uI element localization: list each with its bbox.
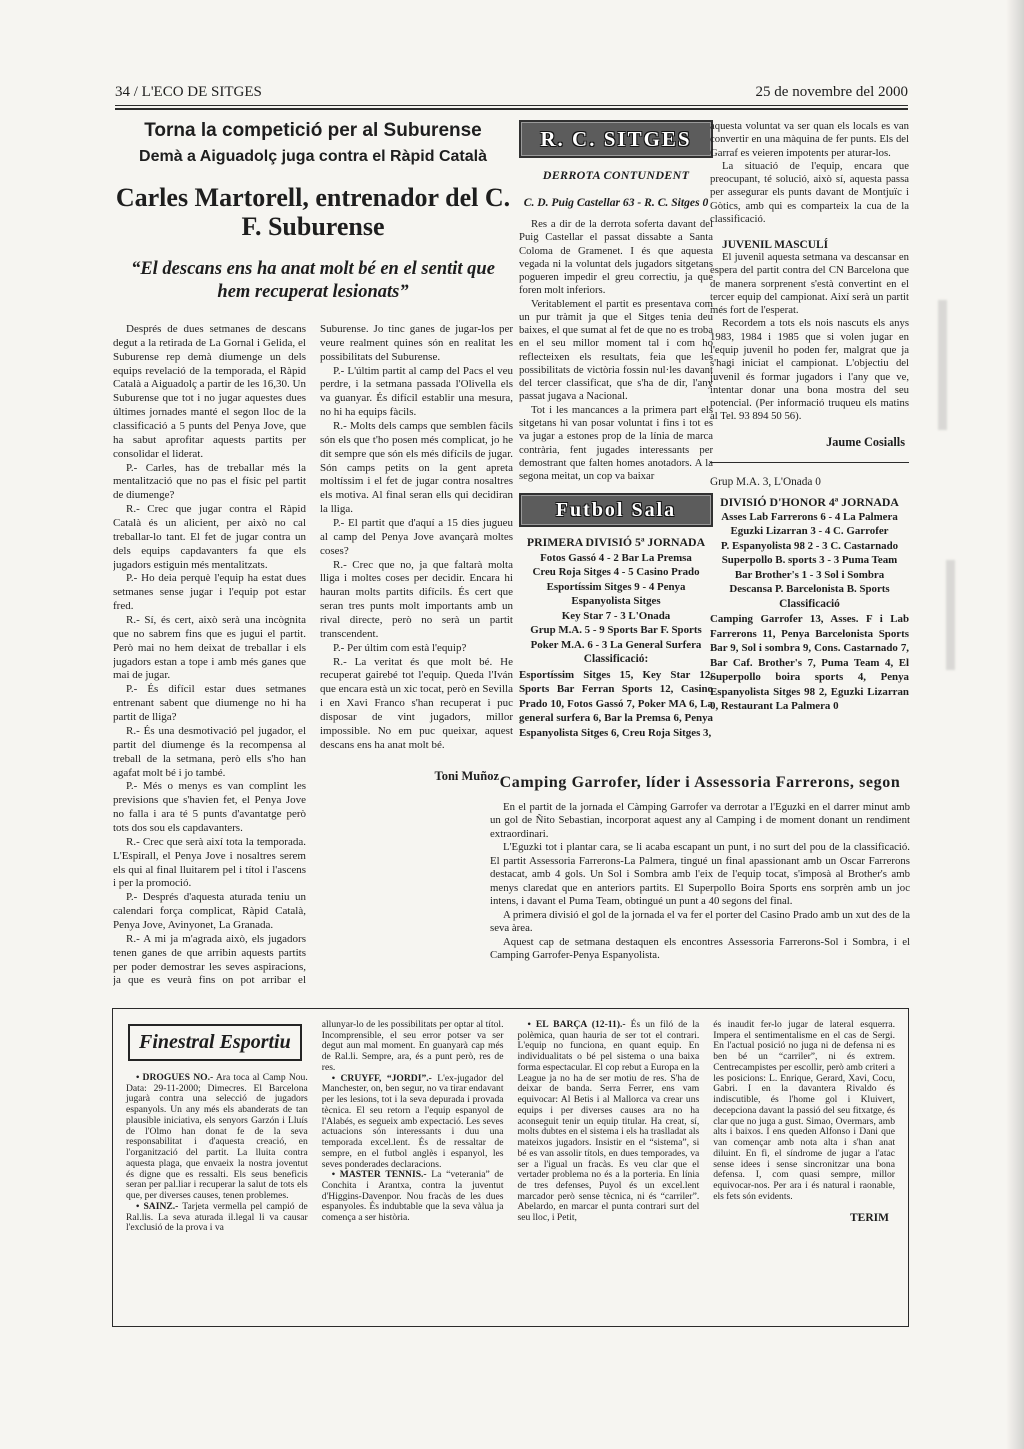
article-title: Carles Martorell, entrenador del C. F. Suburense xyxy=(115,183,511,242)
byline-toni-munoz: Toni Muñoz xyxy=(434,768,499,783)
column-middle xyxy=(519,120,713,740)
masthead-date: 25 de novembre del 2000 xyxy=(755,84,908,100)
item-lead: • EL BARÇA (12-11).- xyxy=(527,1019,626,1030)
item-lead: • SAINZ.- xyxy=(136,1200,179,1212)
article-suburense xyxy=(113,120,513,1001)
paragraph: R.- Crec que no, ja que faltarà molta lliga i moltes coses per decidir. Encara hi hauran molts partits difícils. És cert que seran tres punts molt importants amb un rival directe, però no serà un partit transcendent. xyxy=(320,558,513,640)
article-body xyxy=(519,218,713,483)
division-heading: DIVISIÓ D'HONOR 4ª JORNADA xyxy=(720,494,899,509)
paragraph: P.- Més o menys es van complint les previsions que s'havien fet, el Penya Jove no falla i ara té 5 punts d'avantatge però tots dos sou els capdavanters. xyxy=(113,780,306,834)
item-text: Ara toca al Camp Nou. Data: 29-11-2000; Dimecres. El Barcelona jugarà contra una selecció de jugadors espanyols. Un any més els abanderats de tan plausible iniciativa, els senyors Garzón i Lluís de l'Olmo han donat fe de la seva responsabilitat i d'aquesta creació, en l'organització del partit. La lluita contra aquesta plaga, que envaeix la nostra joventut és digne que es ressalti. Els seus beneficis seran per pal.liar i recuperar la salut de tots els que, per diverses causes, tenen problemes. xyxy=(126,1072,308,1202)
article-subtitle: DERROTA CONTUNDENT xyxy=(542,168,690,182)
paragraph: R.- Crec que jugar contra el Ràpid Català és un alicient, per això no cal treballar-lo tant. El fet de jugar contra un dels equips capdavanters fa que els jugadors estiguin més mentalitzats. xyxy=(113,503,306,571)
paragraph: aquesta voluntat va ser quan els locals es van convertir en una màquina de fer punts. Els del Garraf es veieren impotents per aturar-los. xyxy=(710,120,909,159)
paragraph: R.- La veritat és que molt bé. He recuperat gairebé tot l'equip. Queda l'Iván que encara està un xic tocat, però en Sevilla i en Xavi Franco s'han recuperat i puc disposar de vint jugadors, millor impossible. No em puc queixar, aquest descans ens ha anat molt bé. xyxy=(320,655,513,751)
paragraph xyxy=(126,1073,308,1202)
article-body-continued xyxy=(710,120,909,450)
masthead-rule xyxy=(115,105,908,110)
paragraph: P.- Per últim com està l'equip? xyxy=(333,641,467,654)
interview-body xyxy=(113,323,513,1001)
paragraph xyxy=(322,1020,504,1074)
paragraph: A primera divisió el gol de la jornada el va fer el porter del Casino Prado amb un xut des de la seva àrea. xyxy=(490,908,910,935)
article-kicker: Torna la competició per al Suburense xyxy=(144,120,482,141)
section-header-futbol-sala: Futbol Sala xyxy=(519,493,713,527)
paragraph: P.- Carles, has de treballar més la mentalització que no pas el físic pel partit de diumenge? xyxy=(113,461,306,502)
paragraph: Recordem a tots els nois nascuts els anys 1983, 1984 i 1985 que si volen jugar en l'equip juvenil ho poden fer, malgrat que ja s'hagi iniciat el campionat. L'objectiu del juvenil és formar jugadors i l'any que ve, intentar donar una bona mostra del seu potencial. (Per informació truqueu els matins al Tel. 93 894 50 56). xyxy=(710,317,909,423)
finestral-title: Finestral Esportiu xyxy=(128,1024,302,1061)
finestral-column-1 xyxy=(126,1020,308,1315)
section-header-rc-sitges: R. C. SITGES xyxy=(519,120,713,158)
paragraph: Res a dir de la derrota soferta davant del Puig Castellar el passat dissabte a Santa Coloma de Gramenet. I és que aquesta vegada ni la voluntat dels jugadors sitgetans pogueren impedir el greu correctiu, ja que foren molt inferiors. xyxy=(519,218,713,297)
match-result: Poker M.A. 6 - 3 La General Surfera xyxy=(530,638,702,651)
finestral-column-4 xyxy=(713,1020,895,1315)
match-result: Grup M.A. 3, L'Onada 0 xyxy=(710,475,821,488)
division-primera xyxy=(519,535,713,740)
paragraph xyxy=(322,1074,504,1171)
match-result: Fotos Gassó 4 - 2 Bar La Premsa xyxy=(540,551,692,564)
paragraph xyxy=(713,1020,895,1202)
classification-text: Camping Garrofer 13, Asses. F i Lab Farrerons 11, Penya Barcelonista Sports Bar 9, Sol i sombra 9, Cons. Castarnado 7, Bar Caf. Brother's 7, Puma Team 4, El Superpollo boira sports 4, Penya Espanyolista Sitges 98 2, Eguzki Lizarran 0, Restaurant La Palmera 0 xyxy=(710,613,909,713)
article-title: Camping Garrofer, líder i Assessoria Farrerons, segon xyxy=(499,774,901,791)
division-honor xyxy=(710,495,909,714)
paragraph: P.- L'últim partit al camp del Pacs el veu perdre, i la setmana passada l'Olivella els va guanyar. És difícil establir una mesura, no hi ha equips fàcils. xyxy=(320,364,513,419)
pull-quote: “El descans ens ha anat molt bé en el sentit que hem recuperat lesionats” xyxy=(131,258,495,302)
classification-label: Classificació xyxy=(779,597,840,610)
masthead xyxy=(115,84,908,101)
paragraph: R.- Molts dels camps que semblen fàcils són els que t'ho posen més complicat, jo he dit sempre que són els més difícils de jugar. Són camps petits on la gent apreta moltíssim i el fet de jugar contra nosaltres els motiva. Al final seran ells qui decidiran la lliga. xyxy=(320,420,513,516)
paragraph: Veritablement el partit es presentava com un pur tràmit ja que el Sitges tenia deu baixes, el que sumat al fet de que no es troba en el seu millor moment tal i com ho reflecteixen els resultats, feia que les possibilitats de victòria fossin nul·les davant del tercer classificat, que s'ha de dir, l'any passat jugava a Nacional. xyxy=(519,297,713,403)
paragraph xyxy=(518,1020,700,1224)
item-text: Tarjeta vermella pel campió de Ral.lis. La seva aturada il.legal li va causar l'exclusió de la prova i va xyxy=(126,1200,308,1234)
paragraph: P.- Després d'aquesta aturada teniu un calendari força complicat, Ràpid Català, Penya Jove, Avinyonet, La Granada. xyxy=(113,891,306,931)
match-result: Key Star 7 - 3 L'Onada xyxy=(561,609,671,622)
paragraph: R.- A mi ja m'agrada això, els jugadors tenen ganes de que arribin aquests partits per poder demostrar les seves aspiracions, ja que es veurà fins on pot arribar el Suburense. Jo tinc ganes de jugar-los per veure realment quines són en realitat les possibilitats del Suburense. xyxy=(113,323,513,987)
finestral-esportiu-box xyxy=(112,1008,909,1327)
match-result: Bar Brother's 1 - 3 Sol i Sombra xyxy=(734,568,885,581)
article-camping-garrofer xyxy=(490,773,910,963)
byline-jaume-cosialls: Jaume Cosialls xyxy=(826,434,905,449)
byline-terim: TERIM xyxy=(850,1212,889,1225)
article-subkicker: Demà a Aiguadolç juga contra el Ràpid Català xyxy=(139,148,487,165)
column-right xyxy=(710,120,909,714)
match-result: Eguzki Lizarran 3 - 4 C. Garrofer xyxy=(730,525,889,538)
finestral-column-3 xyxy=(518,1020,700,1315)
paragraph: Tot i les mancances a la primera part els sitgetans hi van posar voluntat i fins i tot es va jugar a estones prop de la línia de marca contrària, fent jugades interessants per demostrant que falten homes anotadors. A la segona meitat, un cop va baixar xyxy=(519,403,713,483)
match-result: Grup M.A. 5 - 9 Sports Bar F. Sports xyxy=(530,624,702,637)
paragraph: El juvenil aquesta setmana va descansar en espera del partit contra del CN Barcelona que de manera sorprenent s'està convertint en el tercer equip del campionat. Així serà un partit més fort de l'esperat. xyxy=(710,251,909,317)
match-result: P. Espanyolista 98 2 - 3 C. Castarnado xyxy=(720,539,899,552)
match-result: Esportíssim Sitges 9 - 4 Penya Espanyolista Sitges xyxy=(546,580,686,608)
item-text: És un filó de la polèmica, quan hauria de ser tot el contrari. L'equip no funciona, en quant equip. En individualitats o bé pel sistema o una baixa forma espectacular. El cop rebut a Europa en la League ja no ha de ser motiu de res. S'ha de deixar de banda. Serra Ferrer, ens vam equivocar: Al Betis i al Mallorca va crear uns equips i per diverses causes ara no ha aconseguit tenir un equip titular. Ha creat, sí, molts dubtes en el sistema i els ha traslladat als mateixos jugadors. Insistir en el “sistema”, si bé es van assolir títols, en dues temporades, va ser a l'igual un fracàs. Es veu clar que el vertader problema no és a la porteria. En línia de tres defenses, Puyol és un excel.lent marcador però sense tècnica, ni és “carriler”. Abelardo, en marcar el punta contrari surt del seu lloc, i Petit, xyxy=(517,1019,700,1224)
item-text: és inaudit fer-lo jugar de lateral esquerra. Impera el sentimentalisme en el cas de Sergi. En l'actual posició no juga ni de defensa ni es ben bé un “carriler”, ni és extrem. Centrecampistes per escollir, però amb criteri a les posicions: L. Enrique, Gerard, Xavi, Cocu, Gabri. I en la davantera Rivaldo és indiscutible, és l'home gol i Kluivert, decepciona davant la passió del seu fitxatge, és clar que no juga a gust. Simao, Overmars, amb alts i baixos. I ens queden Alfonso i Dani que van començar amb nota alta i s'han anat diluint. En fi, el síndrome de jugar a l'atac sense idees i sense sincronitzar una bona defensa. I, com quasi sempre, millor equivocar-nos. Per ara i és natural i raonable, els fets són evidents. xyxy=(713,1019,895,1202)
paragraph: L'Eguzki tot i plantar cara, se li acaba escapant un punt, i no surt del pou de la classificació. El partit Assessoria Farrerons-La Palmera, tingué un final apassionant amb un Oscar Farrerons destacat, amb 4 gols. Un Sol i Sombra amb l'eix de l'equip tocat, s'imposà al Brother's amb menys claredat que en anteriors partits. El Superpollo Boira Sports ens sorprèn amb un joc intens, i davant el Puma Team, obtingué un punt a 40 segons del final. xyxy=(490,841,910,908)
item-lead: • DROGUES NO.- xyxy=(136,1072,214,1083)
item-lead: • CRUYFF, “JORDI”.- xyxy=(331,1072,432,1084)
scan-artifact xyxy=(938,300,947,430)
division-heading: PRIMERA DIVISIÓ 5ª JORNADA xyxy=(526,535,706,550)
paragraph: En el partit de la jornada el Càmping Garrofer va derrotar a l'Eguzki en el darrer minut amb un gol de Ñito Sebastian, incorporat aquest any al Camping i de moment donant un rendiment extraordinari. xyxy=(490,801,910,840)
section-divider-rule xyxy=(710,462,909,463)
match-result: Asses Lab Farrerons 6 - 4 La Palmera xyxy=(721,510,898,523)
match-result: Creu Roja Sitges 4 - 5 Casino Prado xyxy=(532,566,700,579)
item-text: allunyar-lo de les possibilitats per optar al títol. Incomprensible, el seu error potser va ser degut aun mal moment. En guanyarà cap més de Ral.li. Sempre, ara, és a punt però, res de res. xyxy=(321,1019,504,1073)
classification-label: Classificació: xyxy=(583,653,649,666)
match-result: Descansa P. Barcelonista B. Sports xyxy=(729,583,890,596)
match-scoreline: C. D. Puig Castellar 63 - R. C. Sitges 0 xyxy=(523,196,709,209)
classification-text: Esportíssim Sitges 15, Key Star 12, Sports Bar Ferran Sports 12, Casino Prado 10, Fotos Gassó 7, Poker MA 6, La general surfera 6, Bar la Premsa 6, Penya Espanyolista Sitges 6, Creu Roja Sitges 3, xyxy=(519,668,713,739)
paragraph: Després de dues setmanes de descans degut a la retirada de La Gornal i Gelida, el Suburense rep demà diumenge un dels equips revelació de la temporada, el Ràpid Català a Aiguadolç a partir de les 16,30. Un Suburense que tot i no jugar aquestes dues últimes jornades manté el segon lloc de la classificació a 5 punts del Penya Jove, que ha sabut aprofitar aquests partits per consolidar el liderat. xyxy=(113,323,306,460)
paragraph xyxy=(126,1202,308,1234)
item-text: L'ex-jugador del Manchester, on, ben segur, no va tirar endavant per les lesions, tot i la seva depurada i provada tècnica. El seu retorn a l'equip espanyol de l'Alabés, es segueix amb expectació. Les seves actuacions són interessants i duu una temporada excel.lent. És de ressaltar de sempre, en el futbol anglès i espanyol, les seves ponderades declaracions. xyxy=(321,1072,504,1170)
finestral-column-2 xyxy=(322,1020,504,1315)
scan-artifact xyxy=(946,560,955,670)
paragraph: R.- És una desmotivació pel jugador, el partit del diumenge és la recompensa al treball de la setmana, però ells s'ho han agafat molt bé i jo també. xyxy=(113,724,306,779)
paragraph: P.- És difícil estar dues setmanes entrenant sabent que diumenge no hi ha partit de lliga? xyxy=(113,683,306,724)
paragraph: P.- Ho deia perquè l'equip ha estat dues setmanes sense jugar i l'equip pot estar fred. xyxy=(113,572,306,613)
match-result: Superpollo B. sports 3 - 3 Puma Team xyxy=(721,554,898,567)
subsection-heading-juvenil: JUVENIL MASCULÍ xyxy=(722,239,829,252)
masthead-title: 34 / L'ECO DE SITGES xyxy=(115,84,262,100)
paragraph: Aquest cap de setmana destaquen els encontres Assessoria Farrerons-Sol i Sombra, i el Camping Garrofer-Penya Espanyolista. xyxy=(490,935,910,962)
paragraph: P.- El partit que d'aquí a 15 dies jugueu al camp del Penya Jove avançarà moltes coses? xyxy=(320,517,513,557)
paragraph xyxy=(322,1170,504,1224)
paragraph: R.- Crec que serà així tota la temporada. L'Espirall, el Penya Jove i nosaltres serem els qui al final lluitarem pel i títol i l'ascens i per la promoció. xyxy=(113,835,306,890)
paragraph: R.- Sí, és cert, això serà una incògnita que no sabrem fins que es jugui el partit. Però mai no hem deixat de treballar i els jugadors estan a tope i amb més ganes que mai de jugar. xyxy=(113,614,306,682)
paragraph: La situació de l'equip, encara que preocupant, té solució, això sí, aquesta passa per assegurar els punts davant de Montjuïc i Gòtics, amb qui es comparteix la cua de la classificació. xyxy=(710,159,909,225)
item-text: La “veterania” de Conchita i Arantxa, contra la juventut d'Higgins-Davenpor. Nou fracàs de les dues espanyoles. És indubtable que la seva vàlua ja comença a ser història. xyxy=(321,1169,504,1224)
item-lead: • MASTER TENNIS.- xyxy=(331,1169,427,1181)
